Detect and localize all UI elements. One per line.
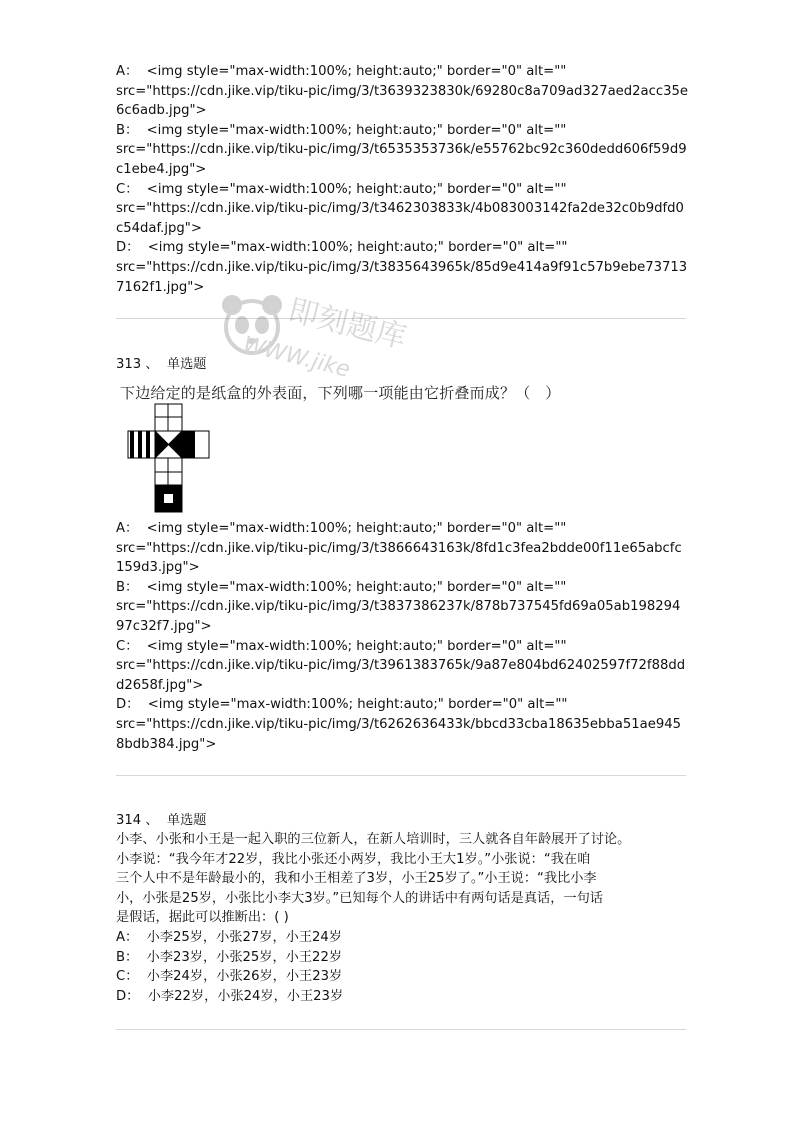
option-d-src-cont: 8bdb384.jpg"> [116,736,217,752]
option-b-src-cont: c1ebe4.jpg"> [116,161,207,177]
option-c-src-cont: c54daf.jpg"> [116,220,202,236]
option-b-label: B： <img style="max-width:100%; height:auto;" border="0" alt="" [116,122,567,138]
option-d: D： 小李22岁，小张24岁，小王23岁 [116,988,344,1004]
question-divider [116,775,686,776]
option-d-label: D： <img style="max-width:100%; height:auto;" border="0" alt="" [116,240,568,256]
option-c-src-cont: d2658f.jpg"> [116,677,204,693]
question-314-header: 314 、 单选题 [116,813,207,828]
option-a-label: A： <img style="max-width:100%; height:auto;" border="0" alt="" [116,64,567,79]
option-c-src: src="https://cdn.jike.vip/tiku-pic/img/3/t3961383765k/9a87e804bd62402597f72f88dd [116,658,686,674]
question-313-options [116,519,688,754]
option-d-src-cont: 7162f1.jpg"> [116,279,205,295]
option-a-src: src="https://cdn.jike.vip/tiku-pic/img/3/t3639323830k/69280c8a709ad327aed2acc35e [116,83,689,99]
option-a-src-cont: 159d3.jpg"> [116,560,200,576]
option-d-label: D： <img style="max-width:100%; height:auto;" border="0" alt="" [116,697,568,713]
option-b-label: B： <img style="max-width:100%; height:auto;" border="0" alt="" [116,579,567,595]
option-b-src-cont: 97c32f7.jpg"> [116,618,212,634]
question-313-header: 313 、 单选题 [116,357,207,372]
option-c-label: C： <img style="max-width:100%; height:auto;" border="0" alt="" [116,638,567,654]
option-b-src: src="https://cdn.jike.vip/tiku-pic/img/3/t6535353736k/e55762bc92c360dedd606f59d9 [116,142,687,158]
option-c-label: C： <img style="max-width:100%; height:auto;" border="0" alt="" [116,181,567,197]
option-d-src: src="https://cdn.jike.vip/tiku-pic/img/3/t3835643965k/85d9e414a9f91c57b9ebe73713 [116,259,688,275]
option-a-src: src="https://cdn.jike.vip/tiku-pic/img/3/t3866643163k/8fd1c3fea2bdde00f11e65abcfc [116,540,682,556]
box-net-figure [124,402,214,514]
watermark [212,285,422,385]
question-stem-line: 三个人中不是年龄最小的，我和小王相差了3岁，小王25岁了。”小王说：“我比小李 [116,871,597,887]
question-stem-line: 是假话，据此可以推断出：( ) [116,910,289,926]
option-d-src: src="https://cdn.jike.vip/tiku-pic/img/3/t6262636433k/bbcd33cba18635ebba51ae945 [116,716,681,732]
option-c: C： 小李24岁，小张26岁，小王23岁 [116,969,343,985]
question-313-stem: 下边给定的是纸盒的外表面，下列哪一项能由它折叠而成？（ ） [120,384,561,402]
question-stem-line: 小，小张是25岁，小张比小李大3岁。”已知每个人的讲话中有两句话是真话，一句话 [116,890,603,906]
option-b-src: src="https://cdn.jike.vip/tiku-pic/img/3/t3837386237k/878b737545fd69a05ab198294 [116,599,681,615]
option-a-label: A： <img style="max-width:100%; height:auto;" border="0" alt="" [116,521,567,536]
watermark-url: WWW.jike [240,332,353,383]
option-a: A： 小李25岁，小张27岁，小王24岁 [116,929,342,945]
watermark-text: 即刻题库 [284,292,410,356]
option-a-src-cont: 6c6adb.jpg"> [116,103,207,119]
question-312-options [116,62,688,297]
question-314-body [116,830,688,1006]
question-divider [116,1029,686,1030]
option-c-src: src="https://cdn.jike.vip/tiku-pic/img/3/t3462303833k/4b083003142fa2de32c0b9dfd0 [116,201,684,217]
option-b: B： 小李23岁，小张25岁，小王22岁 [116,949,343,965]
question-stem-line: 小李、小张和小王是一起入职的三位新人，在新人培训时，三人就各自年龄展开了讨论。 [116,832,631,847]
question-stem-line: 小李说：“我今年才22岁，我比小张还小两岁，我比小王大1岁。”小张说：“我在咱 [116,851,591,867]
